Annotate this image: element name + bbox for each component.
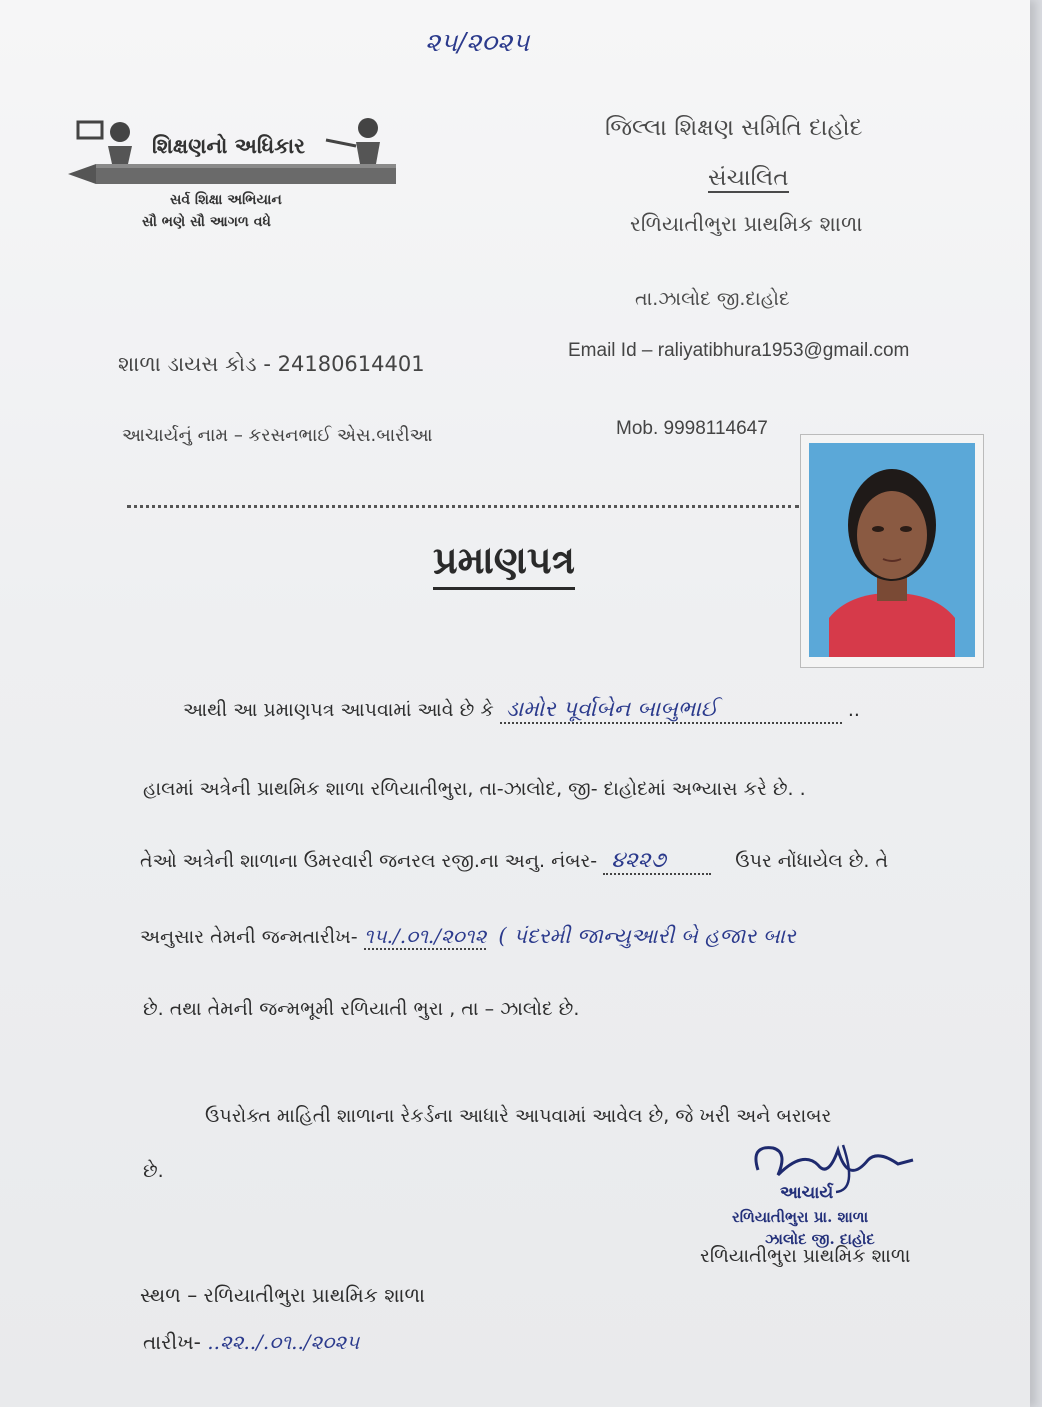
line-3-prefix: તેઓ અત્રેની શાળાના ઉમરવારી જનરલ રજી.ના અનુ. નંબર-: [140, 850, 598, 872]
line-1-prefix: આથી આ પ્રમાણપત્ર આપવામાં આવે છે કે: [183, 699, 494, 721]
signature-school-name: રળિયાતીભુરા પ્રાથમિક શાળા: [700, 1245, 911, 1267]
paragraph-line-3: [140, 848, 888, 875]
header-taluka-district: તા.ઝાલોદ જી.દાહોદ: [635, 288, 790, 310]
paragraph-line-6-end: છે.: [143, 1160, 164, 1182]
school-mobile: Mob. 9998114647: [616, 418, 768, 439]
handwritten-reference-number: ૨૫/૨૦૨૫: [425, 28, 530, 58]
school-email: Email Id – raliyatibhura1953@gmail.com: [568, 340, 910, 361]
rte-logo: [68, 112, 398, 242]
paragraph-line-5: છે. તથા તેમની જન્મભૂમી રળિયાતી ભુરા , તા – ઝાલોદ છે.: [143, 998, 580, 1020]
line-3-suffix: ઉપર નોંધાયેલ છે. તે: [735, 850, 889, 872]
paragraph-line-1: [183, 697, 860, 724]
header-divider: [127, 505, 799, 508]
register-number: ૪૨૨૭: [603, 848, 711, 875]
certificate-title: પ્રમાણપત્ર: [433, 538, 575, 590]
paragraph-line-2: હાલમાં અત્રેની પ્રાથમિક શાળા રળિયાતીભુરા, તા-ઝાલોદ, જી- દાહોદમાં અભ્યાસ કરે છે. .: [143, 778, 806, 800]
date-value: ..૨૨../.૦૧../૨૦૨૫: [207, 1330, 360, 1354]
paragraph-line-6: ઉપરોક્ત માહિતી શાળાના રેકર્ડના આધારે આપવામાં આવેલ છે, જે ખરી અને બરાબર: [205, 1105, 832, 1127]
stamp-location: ઝાલોદ જી. દાહોદ: [765, 1230, 875, 1248]
header-managed-by: સંચાલિત: [708, 165, 789, 191]
student-name: ડામોર પૂર્વાબેન બાબુભાઈ: [500, 697, 842, 724]
line-1-suffix: ..: [847, 699, 860, 721]
date-of-birth: ૧૫./.૦૧./૨૦૧૨: [363, 924, 487, 948]
student-photo: [809, 443, 975, 657]
logo-title: શિક્ષણનો અધિકાર: [152, 134, 306, 158]
header-school-name: રળિયાતીભુરા પ્રાથમિક શાળા: [630, 212, 863, 236]
line-4-prefix: અનુસાર તેમની જન્મતારીખ-: [140, 926, 358, 948]
logo-line-1: સર્વ શિક્ષા અભિયાન: [170, 192, 282, 208]
logo-line-2: સૌ ભણે સૌ આગળ વધે: [142, 214, 271, 230]
paragraph-line-4: [140, 924, 796, 950]
date-label: તારીખ-: [143, 1330, 201, 1354]
date-of-birth-in-words: ( પંદરમી જાન્યુઆરી બે હજાર બાર: [498, 924, 796, 948]
student-photo-frame: [800, 434, 984, 668]
header-district-committee: જિલ્લા શિક્ષણ સમિતિ દાહોદ: [605, 115, 863, 141]
principal-name: આચાર્યનું નામ – કરસનભાઈ એસ.બારીઆ: [122, 425, 433, 446]
place-line: સ્થળ – રળિયાતીભુરા પ્રાથમિક શાળા: [140, 1283, 426, 1307]
stamp-school: રળિયાતીભુરા પ્રા. શાળા: [732, 1208, 869, 1226]
school-dise-code: શાળા ડાયસ કોડ - 24180614401: [118, 352, 425, 376]
date-line: [143, 1330, 359, 1354]
stamp-designation: આચાર્ય: [780, 1183, 834, 1203]
